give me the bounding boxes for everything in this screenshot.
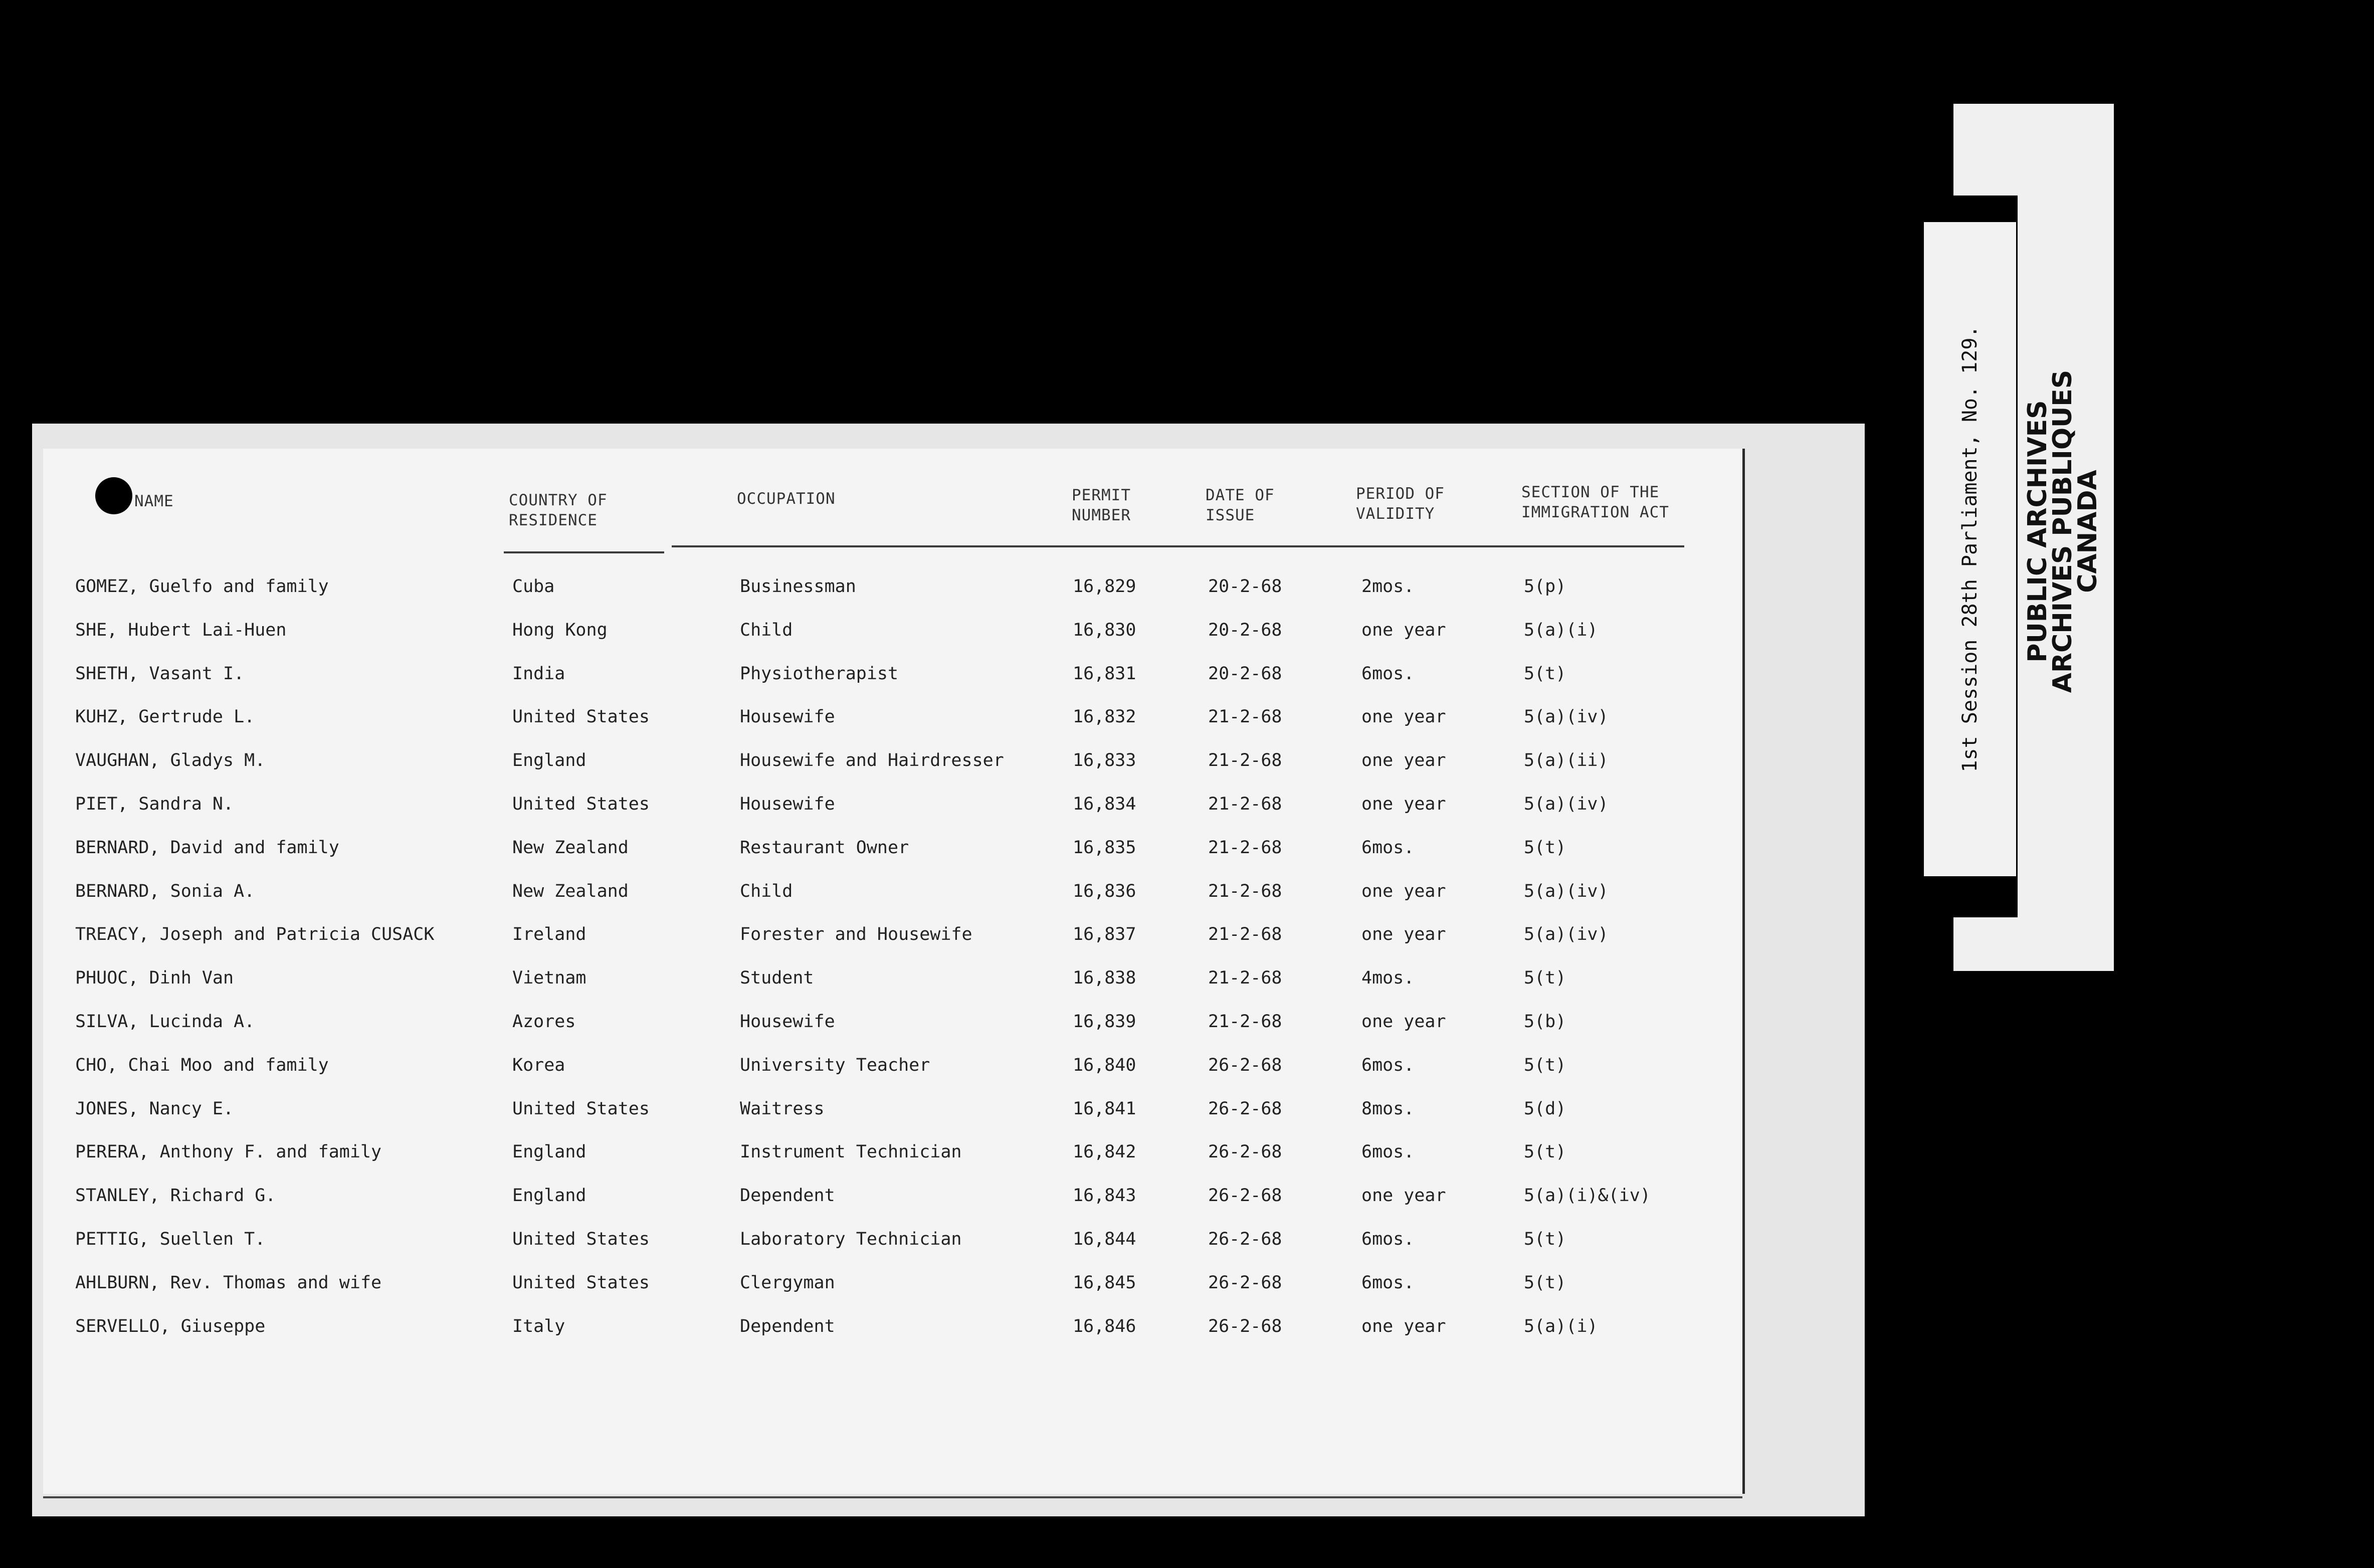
cell-occupation: Physiotherapist xyxy=(740,664,899,684)
header-date xyxy=(1206,485,1275,525)
cell-period-of-validity: 6mos. xyxy=(1361,1142,1415,1162)
cell-country: Azores xyxy=(512,1012,576,1032)
cell-immigration-section: 5(b) xyxy=(1524,1012,1566,1032)
cell-permit-number: 16,829 xyxy=(1073,576,1136,597)
header-date-line2: ISSUE xyxy=(1206,506,1255,524)
cell-immigration-section: 5(t) xyxy=(1524,1055,1566,1075)
cell-immigration-section: 5(t) xyxy=(1524,838,1566,858)
cell-country: Hong Kong xyxy=(512,620,608,640)
cell-permit-number: 16,843 xyxy=(1073,1186,1136,1206)
cell-date-of-issue: 21-2-68 xyxy=(1208,794,1282,814)
cell-occupation: Dependent xyxy=(740,1186,835,1206)
cell-permit-number: 16,842 xyxy=(1073,1142,1136,1162)
header-permit xyxy=(1072,485,1131,525)
cell-immigration-section: 5(d) xyxy=(1524,1099,1566,1119)
cell-country: Vietnam xyxy=(512,968,586,988)
cell-country: England xyxy=(512,1142,586,1162)
document-sheet xyxy=(43,449,1745,1494)
cell-immigration-section: 5(t) xyxy=(1524,968,1566,988)
header-country-line1: COUNTRY OF xyxy=(509,491,608,509)
cell-permit-number: 16,839 xyxy=(1073,1012,1136,1032)
cell-occupation: Instrument Technician xyxy=(740,1142,962,1162)
stamp-line-2: ARCHIVES PUBLIQUES xyxy=(2048,369,2078,693)
cell-date-of-issue: 26-2-68 xyxy=(1208,1316,1282,1336)
cell-name: SILVA, Lucinda A. xyxy=(75,1012,255,1032)
cell-period-of-validity: one year xyxy=(1361,881,1446,901)
cell-country: England xyxy=(512,1186,586,1206)
cell-permit-number: 16,838 xyxy=(1073,968,1136,988)
cell-permit-number: 16,845 xyxy=(1073,1273,1136,1293)
cell-name: PERERA, Anthony F. and family xyxy=(75,1142,382,1162)
cell-immigration-section: 5(t) xyxy=(1524,664,1566,684)
header-permit-line1: PERMIT xyxy=(1072,486,1131,504)
header-section xyxy=(1521,482,1669,522)
cell-period-of-validity: 4mos. xyxy=(1361,968,1415,988)
cell-period-of-validity: one year xyxy=(1361,794,1446,814)
cell-permit-number: 16,844 xyxy=(1073,1229,1136,1249)
cell-immigration-section: 5(a)(iv) xyxy=(1524,924,1609,944)
cell-country: United States xyxy=(512,1099,650,1119)
header-name: NAME xyxy=(134,492,174,510)
header-section-line1: SECTION OF THE xyxy=(1521,483,1660,501)
header-period xyxy=(1356,484,1445,524)
cell-immigration-section: 5(a)(i) xyxy=(1524,1316,1598,1336)
cell-period-of-validity: one year xyxy=(1361,620,1446,640)
cell-date-of-issue: 26-2-68 xyxy=(1208,1229,1282,1249)
cell-name: SERVELLO, Giuseppe xyxy=(75,1316,266,1336)
cell-date-of-issue: 20-2-68 xyxy=(1208,620,1282,640)
cell-country: United States xyxy=(512,707,650,727)
cell-name: KUHZ, Gertrude L. xyxy=(75,707,255,727)
cell-occupation: Forester and Housewife xyxy=(740,924,972,944)
cell-period-of-validity: 6mos. xyxy=(1361,1229,1415,1249)
cell-date-of-issue: 21-2-68 xyxy=(1208,881,1282,901)
header-section-line2: IMMIGRATION ACT xyxy=(1521,503,1669,521)
cell-period-of-validity: one year xyxy=(1361,924,1446,944)
cell-name: SHE, Hubert Lai-Huen xyxy=(75,620,287,640)
cell-permit-number: 16,831 xyxy=(1073,664,1136,684)
cell-permit-number: 16,837 xyxy=(1073,924,1136,944)
cell-period-of-validity: 2mos. xyxy=(1361,576,1415,597)
cell-name: PHUOC, Dinh Van xyxy=(75,968,234,988)
cell-immigration-section: 5(a)(iv) xyxy=(1524,707,1609,727)
cell-permit-number: 16,836 xyxy=(1073,881,1136,901)
cell-occupation: Businessman xyxy=(740,576,856,597)
cell-name: TREACY, Joseph and Patricia CUSACK xyxy=(75,924,435,944)
cell-immigration-section: 5(t) xyxy=(1524,1229,1566,1249)
cell-period-of-validity: 6mos. xyxy=(1361,1273,1415,1293)
cell-occupation: Restaurant Owner xyxy=(740,838,909,858)
cell-permit-number: 16,834 xyxy=(1073,794,1136,814)
cell-permit-number: 16,830 xyxy=(1073,620,1136,640)
cell-occupation: Housewife and Hairdresser xyxy=(740,750,1004,770)
cell-occupation: Housewife xyxy=(740,1012,835,1032)
cell-date-of-issue: 21-2-68 xyxy=(1208,750,1282,770)
cell-country: New Zealand xyxy=(512,838,629,858)
cell-country: United States xyxy=(512,794,650,814)
cell-date-of-issue: 26-2-68 xyxy=(1208,1055,1282,1075)
cell-permit-number: 16,832 xyxy=(1073,707,1136,727)
cell-date-of-issue: 21-2-68 xyxy=(1208,838,1282,858)
cell-immigration-section: 5(a)(ii) xyxy=(1524,750,1609,770)
cell-country: Cuba xyxy=(512,576,555,597)
cell-occupation: Child xyxy=(740,881,793,901)
session-text: 1st Session 28th Parliament, No. 129. xyxy=(1958,325,1982,772)
stamp-line-3: CANADA xyxy=(2073,470,2103,593)
cell-occupation: Dependent xyxy=(740,1316,835,1336)
cell-name: PETTIG, Suellen T. xyxy=(75,1229,266,1249)
cell-country: England xyxy=(512,750,586,770)
cell-occupation: Student xyxy=(740,968,814,988)
cell-name: JONES, Nancy E. xyxy=(75,1099,234,1119)
cell-country: India xyxy=(512,664,565,684)
cell-period-of-validity: 6mos. xyxy=(1361,838,1415,858)
cell-name: AHLBURN, Rev. Thomas and wife xyxy=(75,1273,382,1293)
cell-permit-number: 16,840 xyxy=(1073,1055,1136,1075)
cell-occupation: Laboratory Technician xyxy=(740,1229,962,1249)
header-rule-country xyxy=(504,551,664,553)
cell-immigration-section: 5(t) xyxy=(1524,1273,1566,1293)
cell-date-of-issue: 21-2-68 xyxy=(1208,1012,1282,1032)
cell-immigration-section: 5(a)(iv) xyxy=(1524,794,1609,814)
cell-date-of-issue: 21-2-68 xyxy=(1208,924,1282,944)
cell-occupation: Clergyman xyxy=(740,1273,835,1293)
header-country-line2: RESIDENCE xyxy=(509,511,598,529)
cell-date-of-issue: 20-2-68 xyxy=(1208,576,1282,597)
archives-stamp-text xyxy=(2023,369,2103,693)
cell-occupation: University Teacher xyxy=(740,1055,930,1075)
cell-period-of-validity: 6mos. xyxy=(1361,664,1415,684)
cell-permit-number: 16,835 xyxy=(1073,838,1136,858)
cell-permit-number: 16,846 xyxy=(1073,1316,1136,1336)
cell-country: New Zealand xyxy=(512,881,629,901)
cell-immigration-section: 5(t) xyxy=(1524,1142,1566,1162)
cell-period-of-validity: one year xyxy=(1361,1186,1446,1206)
cell-country: United States xyxy=(512,1273,650,1293)
cell-name: BERNARD, David and family xyxy=(75,838,339,858)
sheet-bottom-rule xyxy=(43,1496,1742,1498)
cell-name: GOMEZ, Guelfo and family xyxy=(75,576,329,597)
header-rule-main xyxy=(672,545,1684,547)
cell-name: VAUGHAN, Gladys M. xyxy=(75,750,266,770)
cell-country: Ireland xyxy=(512,924,586,944)
cell-period-of-validity: one year xyxy=(1361,707,1446,727)
cell-immigration-section: 5(p) xyxy=(1524,576,1566,597)
cell-period-of-validity: one year xyxy=(1361,1316,1446,1336)
cell-date-of-issue: 26-2-68 xyxy=(1208,1273,1282,1293)
cell-name: BERNARD, Sonia A. xyxy=(75,881,255,901)
header-period-line1: PERIOD OF xyxy=(1356,485,1445,503)
cell-date-of-issue: 21-2-68 xyxy=(1208,707,1282,727)
cell-period-of-validity: one year xyxy=(1361,750,1446,770)
header-period-line2: VALIDITY xyxy=(1356,505,1435,523)
cell-name: STANLEY, Richard G. xyxy=(75,1186,276,1206)
header-date-line1: DATE OF xyxy=(1206,486,1275,504)
header-occupation: OCCUPATION xyxy=(737,490,836,508)
cell-permit-number: 16,833 xyxy=(1073,750,1136,770)
cell-date-of-issue: 26-2-68 xyxy=(1208,1186,1282,1206)
cell-immigration-section: 5(a)(iv) xyxy=(1524,881,1609,901)
cell-date-of-issue: 26-2-68 xyxy=(1208,1142,1282,1162)
cell-immigration-section: 5(a)(i) xyxy=(1524,620,1598,640)
cell-name: SHETH, Vasant I. xyxy=(75,664,245,684)
cell-country: United States xyxy=(512,1229,650,1249)
punch-hole xyxy=(95,477,132,514)
cell-period-of-validity: 6mos. xyxy=(1361,1055,1415,1075)
stamp-line-1: PUBLIC ARCHIVES xyxy=(2023,400,2053,663)
header-permit-line2: NUMBER xyxy=(1072,506,1131,524)
cell-occupation: Housewife xyxy=(740,794,835,814)
cell-occupation: Housewife xyxy=(740,707,835,727)
cell-period-of-validity: 8mos. xyxy=(1361,1099,1415,1119)
cell-permit-number: 16,841 xyxy=(1073,1099,1136,1119)
cell-date-of-issue: 26-2-68 xyxy=(1208,1099,1282,1119)
cell-country: Italy xyxy=(512,1316,565,1336)
header-country xyxy=(509,490,608,530)
cell-name: CHO, Chai Moo and family xyxy=(75,1055,329,1075)
cell-country: Korea xyxy=(512,1055,565,1075)
cell-period-of-validity: one year xyxy=(1361,1012,1446,1032)
cell-date-of-issue: 21-2-68 xyxy=(1208,968,1282,988)
cell-immigration-section: 5(a)(i)&(iv) xyxy=(1524,1186,1651,1206)
cell-date-of-issue: 20-2-68 xyxy=(1208,664,1282,684)
cell-occupation: Child xyxy=(740,620,793,640)
cell-occupation: Waitress xyxy=(740,1099,825,1119)
cell-name: PIET, Sandra N. xyxy=(75,794,234,814)
